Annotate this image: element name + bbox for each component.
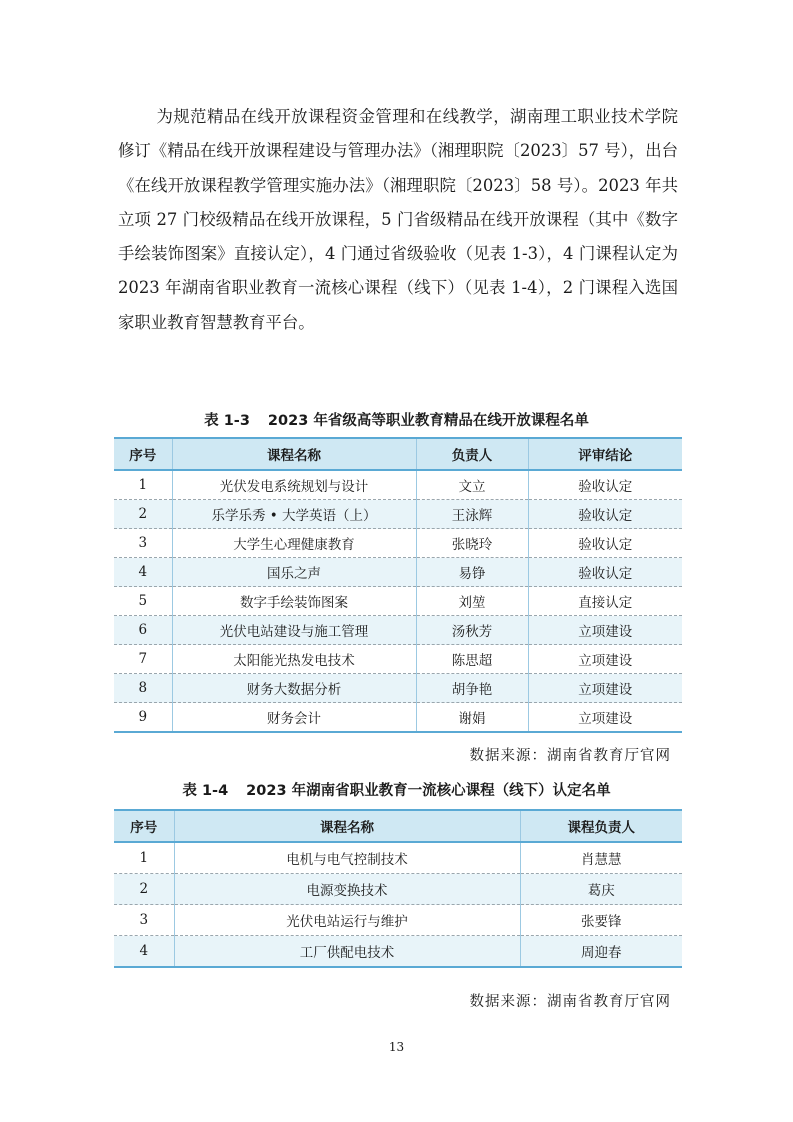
table-cell: 4 — [114, 558, 172, 587]
table-cell: 验收认定 — [528, 529, 682, 558]
table-cell: 财务会计 — [172, 703, 416, 733]
table-cell: 汤秋芳 — [416, 616, 528, 645]
column-header: 课程名称 — [174, 810, 520, 842]
table-row — [114, 703, 682, 733]
caption-number: 表 1-3 — [204, 413, 250, 429]
table-cell: 文立 — [416, 470, 528, 500]
table-row — [114, 529, 682, 558]
table-cell: 直接认定 — [528, 587, 682, 616]
table-cell: 肖慧慧 — [520, 842, 682, 874]
table-cell: 光伏电站运行与维护 — [174, 905, 520, 936]
table-row — [114, 587, 682, 616]
table-cell: 电源变换技术 — [174, 874, 520, 905]
table-cell: 太阳能光热发电技术 — [172, 645, 416, 674]
table-cell: 立项建设 — [528, 674, 682, 703]
table-header-row — [114, 438, 682, 470]
table-cell: 验收认定 — [528, 500, 682, 529]
table-cell: 2 — [114, 874, 174, 905]
table-cell: 立项建设 — [528, 645, 682, 674]
page-number: 13 — [388, 1040, 405, 1054]
table-cell: 陈思超 — [416, 645, 528, 674]
table-body — [114, 470, 682, 732]
table-cell: 4 — [114, 936, 174, 968]
table-cell: 9 — [114, 703, 172, 733]
table-cell: 财务大数据分析 — [172, 674, 416, 703]
table-1-4-source: 数据来源：湖南省教育厅官网 — [469, 994, 671, 1010]
table-1-3-source: 数据来源：湖南省教育厅官网 — [469, 748, 671, 764]
column-header: 课程负责人 — [520, 810, 682, 842]
table-cell: 立项建设 — [528, 703, 682, 733]
table-cell: 2 — [114, 500, 172, 529]
table-row — [114, 674, 682, 703]
table-cell: 电机与电气控制技术 — [174, 842, 520, 874]
table-cell: 3 — [114, 905, 174, 936]
table-cell: 王泳辉 — [416, 500, 528, 529]
table-cell: 3 — [114, 529, 172, 558]
table-header-row — [114, 810, 682, 842]
table-body — [114, 842, 682, 967]
table-1-3-caption — [0, 409, 793, 430]
table-1-4-caption — [0, 779, 793, 800]
table-row — [114, 905, 682, 936]
table-row — [114, 645, 682, 674]
column-header: 课程名称 — [172, 438, 416, 470]
paragraph-text: 为规范精品在线开放课程资金管理和在线教学，湖南理工职业技术学院修订《精品在线开放课程建设与管理办法》（湘理职院〔2023〕57 号），出台《在线开放课程教学管理实施办法》（湘理职院〔2023〕58 号）。2023 年共立项 27 门校级精品在线开放课程，5 门省级精品在线开放课程（其中《数字手绘装饰图案》直接认定），4 门通过省级验收（见表 1-3），4 门课程认定为 2023 年湖南省职业教育一流核心课程（线下）（见表 1-4），2 门课程入选国家职业教育智慧教育平台。 — [118, 107, 678, 332]
table-cell: 7 — [114, 645, 172, 674]
body-paragraph — [118, 100, 678, 340]
table-cell: 6 — [114, 616, 172, 645]
table-cell: 验收认定 — [528, 470, 682, 500]
table-cell: 数字手绘装饰图案 — [172, 587, 416, 616]
table-cell: 工厂供配电技术 — [174, 936, 520, 968]
table-cell: 张晓玲 — [416, 529, 528, 558]
caption-title: 2023 年省级高等职业教育精品在线开放课程名单 — [267, 413, 589, 429]
table-cell: 立项建设 — [528, 616, 682, 645]
table-row — [114, 874, 682, 905]
table-cell: 验收认定 — [528, 558, 682, 587]
column-header: 序号 — [114, 438, 172, 470]
table-cell: 张要锋 — [520, 905, 682, 936]
table-1-4 — [114, 809, 682, 968]
caption-number: 表 1-4 — [182, 783, 229, 799]
table-row — [114, 936, 682, 968]
table-cell: 刘堃 — [416, 587, 528, 616]
table-cell: 1 — [114, 470, 172, 500]
table-cell: 8 — [114, 674, 172, 703]
table-cell: 周迎春 — [520, 936, 682, 968]
table-cell: 乐学乐秀 • 大学英语（上） — [172, 500, 416, 529]
table-cell: 光伏发电系统规划与设计 — [172, 470, 416, 500]
table-cell: 大学生心理健康教育 — [172, 529, 416, 558]
caption-title: 2023 年湖南省职业教育一流核心课程（线下）认定名单 — [246, 783, 611, 799]
table-cell: 葛庆 — [520, 874, 682, 905]
table-cell: 光伏电站建设与施工管理 — [172, 616, 416, 645]
column-header: 序号 — [114, 810, 174, 842]
table-cell: 1 — [114, 842, 174, 874]
table-row — [114, 616, 682, 645]
table-cell: 谢娟 — [416, 703, 528, 733]
table-cell: 易铮 — [416, 558, 528, 587]
table-row — [114, 842, 682, 874]
table-row — [114, 558, 682, 587]
table-row — [114, 500, 682, 529]
table-cell: 5 — [114, 587, 172, 616]
table-1-3 — [114, 437, 682, 733]
table-cell: 国乐之声 — [172, 558, 416, 587]
table-row — [114, 470, 682, 500]
table-cell: 胡争艳 — [416, 674, 528, 703]
column-header: 负责人 — [416, 438, 528, 470]
column-header: 评审结论 — [528, 438, 682, 470]
